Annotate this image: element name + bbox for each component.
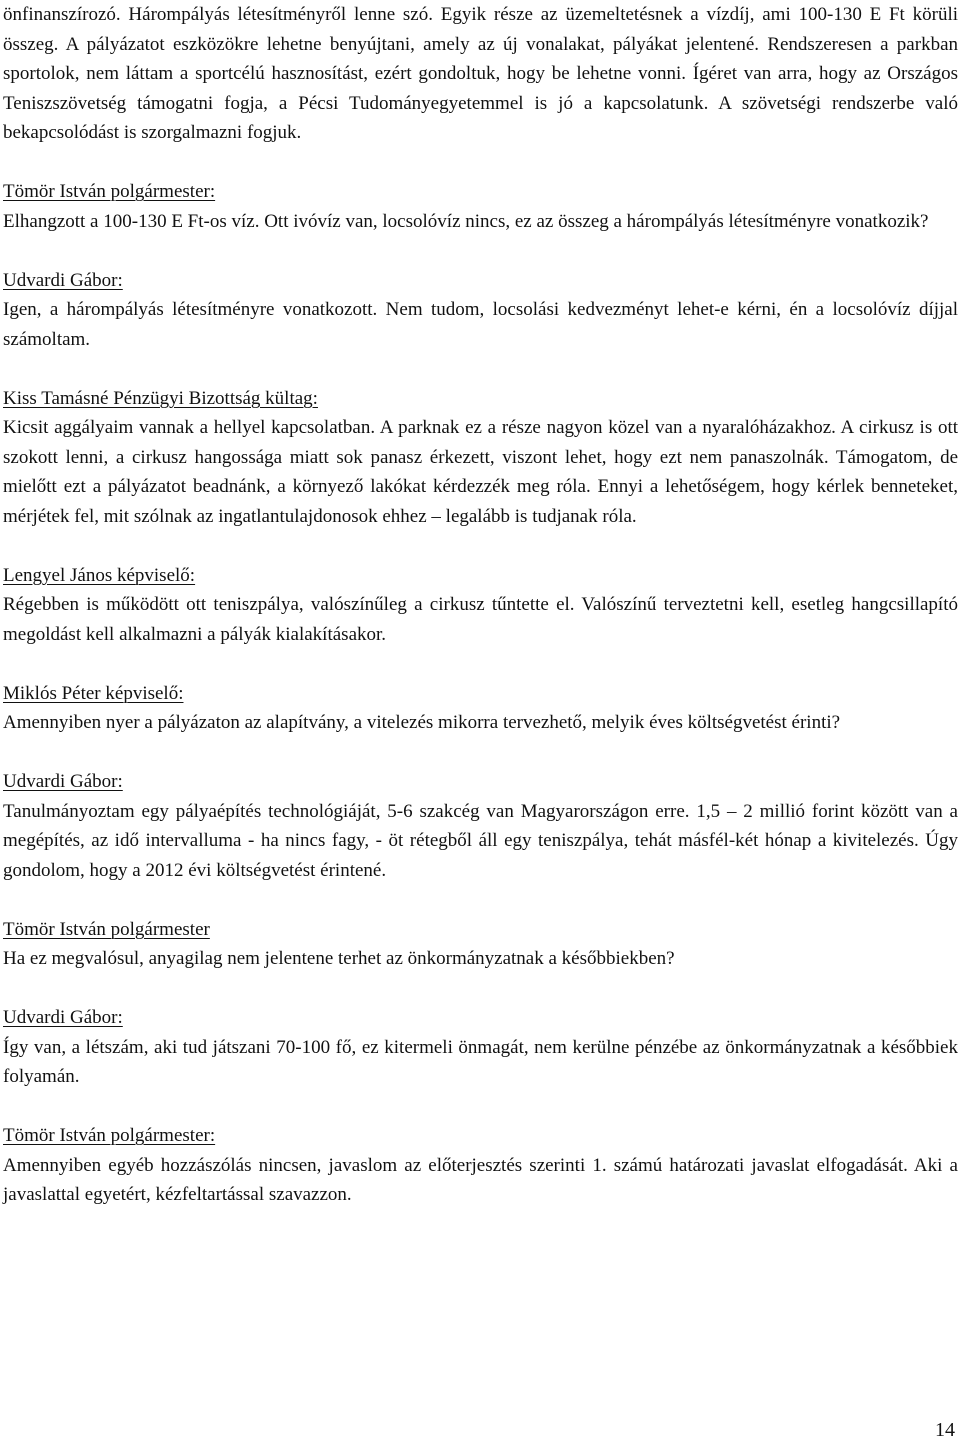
intro-paragraph: önfinanszírozó. Hárompályás létesítményről lenne szó. Egyik része az üzemeltetésnek a vízdíj, ami 100-130 E Ft körüli összeg. A pályázatot eszközökre lehetne benyújtani, amely az új vonalakat, pályákat jelentené. Rendszeresen a parkban sportolok, nem láttam a sportcélú hasznosítást, ezért gondoltuk, hogy be lehetne vonni. Ígéret van arra, hogy az Országos Teniszszövetség támogatni fogja, a Pécsi Tudományegyetemmel is jó a kapcsolatunk. A szövetségi rendszerbe való bekapcsolódást is szorgalmazni fogjuk. [3, 4, 958, 143]
page-number: 14 [935, 1419, 955, 1441]
speaker-name: Miklós Péter képviselő: [3, 682, 184, 704]
speech-paragraph: Kicsit aggályaim vannak a hellyel kapcsolatban. A parknak ez a része nagyon közel van a nyaralóházakhoz. A cirkusz is ott szokott lenni, a cirkusz hangossága miatt sok panasz érkezett, viszont lehet, hogy ezt nem panaszolnák. Támogatom, de mielőtt ezt a pályázatot beadnánk, a környező lakókat kérdezzék meg róla. Ennyi a lehetőségem, hogy kérlek benneteket, mérjétek fel, mit szólnak az ingatlantulajdonosok ehhez – legalább is tudjanak róla. [3, 417, 958, 527]
speech-paragraph: Ha ez megvalósul, anyagilag nem jelentene terhet az önkormányzatnak a későbbiekben? [3, 948, 675, 969]
speaker-block [3, 767, 958, 885]
speech-paragraph: Amennyiben egyéb hozzászólás nincsen, javaslom az előterjesztés szerinti 1. számú határozati javaslat elfogadását. Aki a javaslattal egyetért, kézfeltartással szavazzon. [3, 1154, 958, 1205]
speaker-name: Udvardi Gábor: [3, 1007, 123, 1028]
speech-paragraph: Igen, a hárompályás létesítményre vonatkozott. Nem tudom, locsolási kedvezményt lehet-e kérni, én a locsolóvíz díjjal számoltam. [3, 299, 958, 350]
speech-paragraph: Elhangzott a 100-130 E Ft-os víz. Ott ivóvíz van, locsolóvíz nincs, ez az összeg a hárompályás létesítményre vonatkozik? [3, 210, 929, 232]
speaker-block [3, 915, 958, 974]
speaker-name: Lengyel János képviselő: [3, 564, 196, 586]
speaker-name: Udvardi Gábor: [3, 771, 123, 792]
speaker-block [3, 384, 958, 532]
speaker-block [3, 1003, 958, 1092]
speaker-name: Tömör István polgármester: [3, 1125, 216, 1146]
speaker-block [3, 1121, 958, 1210]
document-page [3, 0, 958, 1210]
speech-paragraph: Így van, a létszám, aki tud játszani 70-100 fő, ez kitermeli önmagát, nem kerülne pénzébe az önkormányzatnak a későbbiek folyamán. [3, 1036, 958, 1087]
speaker-block [3, 679, 958, 738]
speech-paragraph: Tanulmányoztam egy pályaépítés technológiáját, 5-6 szakcég van Magyarországon erre. 1,5 – 2 millió forint között van a megépítés, az idő intervalluma - ha nincs fagy, - öt rétegből áll egy teniszpálya, tehát másfél-két hónap a kivitelezés. Úgy gondolom, hogy a 2012 évi költségvetést érintené. [3, 800, 958, 881]
speech-paragraph: Régebben is működött ott teniszpálya, valószínűleg a cirkusz tűntette el. Valószínű terveztetni kell, esetleg hangcsillapító megoldást kell alkalmazni a pályák kialakításakor. [3, 594, 958, 645]
speaker-name: Tömör István polgármester [3, 918, 210, 940]
speaker-block [3, 177, 958, 236]
speaker-name: Udvardi Gábor: [3, 269, 123, 291]
speaker-name: Kiss Tamásné Pénzügyi Bizottság kültag: [3, 387, 318, 409]
speaker-block [3, 561, 958, 650]
speech-paragraph: Amennyiben nyer a pályázaton az alapítvány, a vitelezés mikorra tervezhető, melyik éves költségvetést érinti? [3, 712, 841, 733]
speaker-name: Tömör István polgármester: [3, 181, 216, 202]
speaker-block [3, 266, 958, 355]
